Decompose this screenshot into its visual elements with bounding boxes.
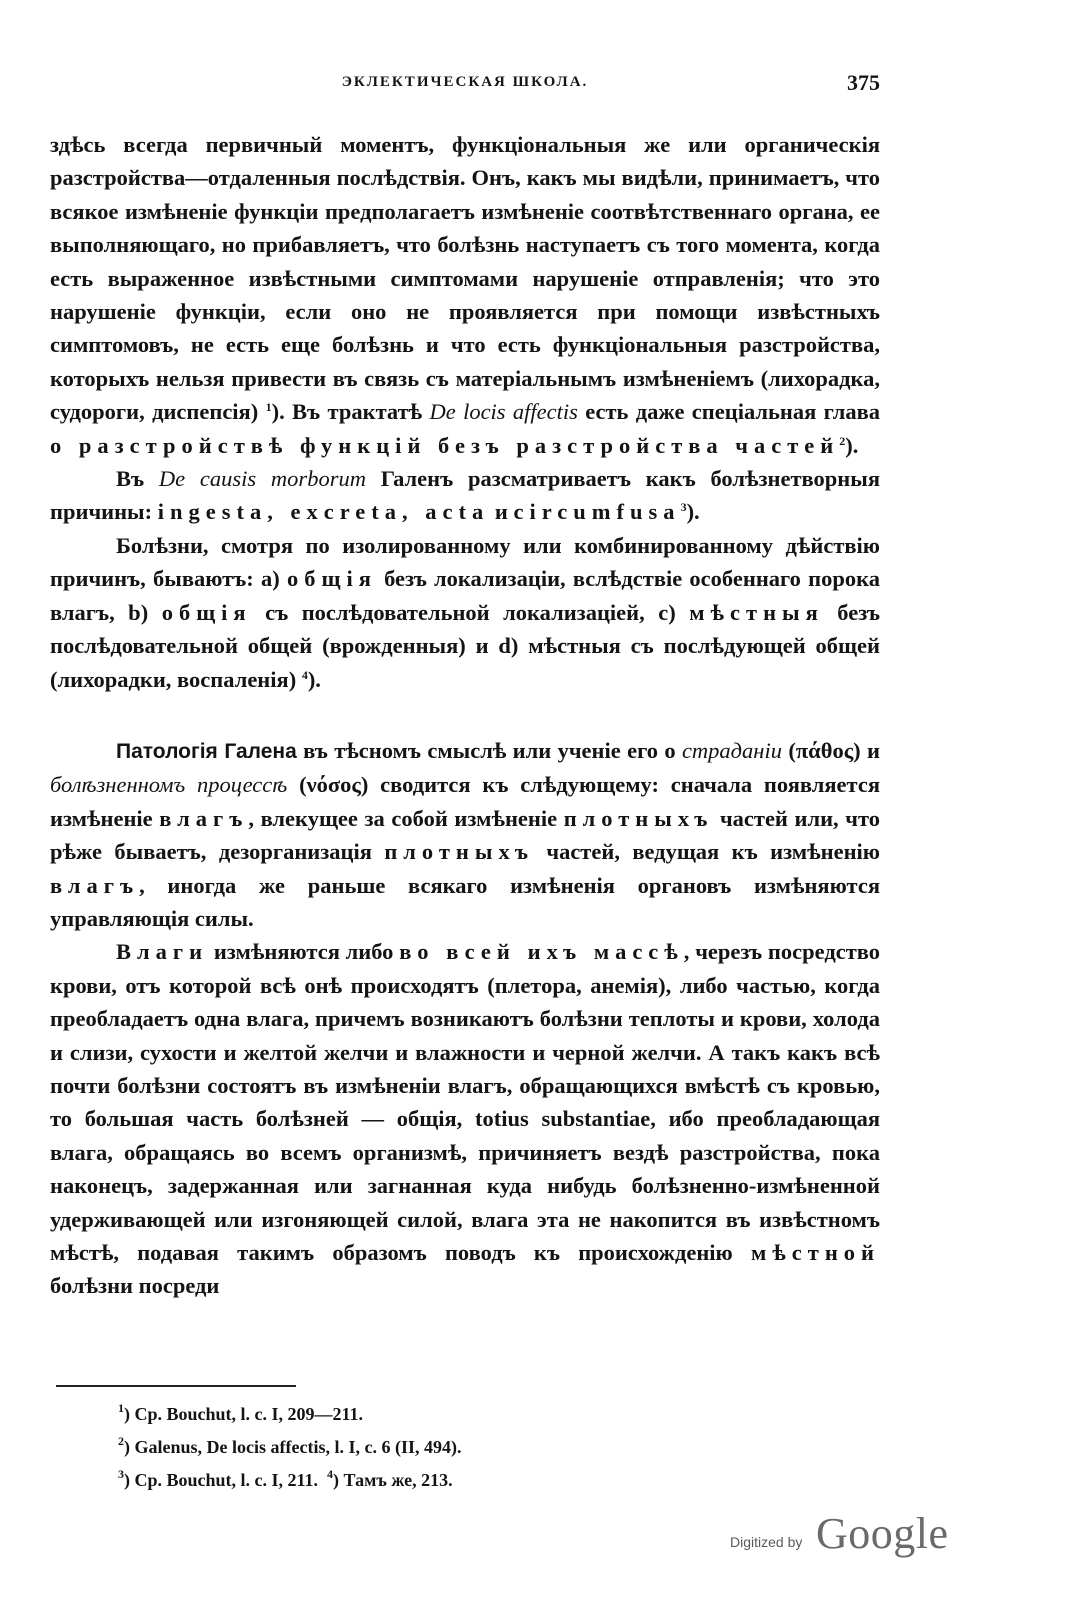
footnote-divider (56, 1385, 296, 1387)
watermark-small-text: Digitized by (730, 1534, 803, 1550)
body-text (50, 128, 880, 1303)
section-heading: Патологія Галена (116, 739, 297, 763)
spaced-phrase: circumfusa (513, 499, 681, 525)
footnote-1: $^1$) Cp. Bouchut, l. c. I, 209—211. (118, 1401, 364, 1424)
footnote-ref-4[interactable]: 4 (301, 667, 308, 682)
italic-term: болѣзненномъ процессѣ (50, 772, 288, 798)
footnote-ref-3[interactable]: 3 (680, 500, 687, 515)
page-header (50, 70, 880, 106)
spaced-phrase: во всей ихъ массѣ (399, 939, 684, 965)
paragraph-5: Влаги измѣняются либо во всей ихъ массѣ, черезъ посредство крови, отъ которой всѣ онѣ происходятъ (плетора, анемія), либо частью, когда преобладаетъ одна влага, причемъ возникаютъ болѣзни теплоты и крови, холода и слизи, сухости и желтой желчи и влажности и черной желчи. А такъ какъ всѣ почти болѣзни состоятъ въ измѣненіи влагъ, обращающихся вмѣстѣ съ кровью, то большая часть болѣзней — общія, totius substantiae, ибо преобладающая влага, обращаясь во всемъ организмѣ, причиняетъ вездѣ разстройства, пока наконецъ, задержанная или загнанная куда нибудь болѣзненно-измѣненной удерживающей или изгоняющей силой, влага эта не накопится въ извѣстномъ мѣстѣ, подавая такимъ образомъ поводъ къ происхожденію мѣстной болѣзни посреди (50, 939, 880, 1299)
spaced-word: влагъ (50, 872, 140, 898)
spaced-word: Влаги (116, 939, 209, 965)
spaced-word: влагъ (159, 805, 249, 831)
paragraph-2: Въ De causis morborum Галенъ разсматриваетъ какъ болѣзнетворныя причины: ingesta, excreta, acta и circumfusa$^3$). (50, 466, 881, 525)
spaced-word: общія (161, 599, 252, 625)
paragraph-3: Болѣзни, смотря по изолированному или комбинированному дѣйствію причинъ, бываютъ: a) общія безъ локализаціи, вслѣдствіе особеннаго порока влагъ, b) общія съ послѣдовательной локализаціей, c) мѣстныя безъ послѣдовательной общей (врожденныя) и d) мѣстныя съ послѣдующей общей (лихорадки, воспаленія) $^4$). (50, 532, 881, 692)
page-number: 375 (847, 70, 880, 95)
spaced-word: плотныхъ (384, 839, 534, 865)
section-gap (50, 696, 880, 734)
spaced-word: мѣстной (750, 1240, 880, 1265)
paragraph-4: Патологія Галена въ тѣсномъ смыслѣ или ученіе его о страданіи (πάθος) и болѣзненномъ процессѣ (νόσος) сводится къ слѣдующему: сначала появляется измѣненіе влагъ, влекущее за собой измѣненіе плотныхъ частей или, что рѣже бываетъ, дезорганизація плотныхъ частей, ведущая къ измѣненію влагъ, иногда же раньше всякаго измѣненія органовъ измѣняются управляющія силы. (50, 737, 880, 931)
work-title: De locis affectis (429, 399, 578, 425)
spaced-phrase: ingesta, excreta, acta (157, 499, 490, 525)
google-logo: Google (816, 1509, 949, 1558)
footnote-ref-1[interactable]: 1 (265, 400, 272, 415)
spaced-word: общія (286, 566, 377, 592)
digitized-by-google-watermark (730, 1509, 970, 1562)
footnote-2: $^2$) Galenus, De locis affectis, l. I, c. 6 (II, 494). (118, 1434, 462, 1457)
spaced-word: мѣстныя (689, 599, 824, 625)
work-title: De causis morborum (158, 466, 366, 492)
paragraph-1: здѣсь всегда первичный моментъ, функціональныя же или органическія разстройства—отдаленныя послѣдствія. Онъ, какъ мы видѣли, принимаетъ, что всякое измѣненіе функціи предполагаетъ измѣненіе соотвѣтственнаго органа, ее выполняющаго, но прибавляетъ, что болѣзнь наступаетъ съ того момента, когда есть выраженное извѣстными симптомами нарушеніе отправленія; что это нарушеніе функціи, если оно не проявляется при помощи извѣстныхъ симптомовъ, не есть еще болѣзнь и что есть функціональныя разстройства, которыхъ нельзя привести въ связь съ матеріальнымъ измѣненіемъ (лихорадка, судороги, диспепсія) $^1$). Въ трактатѣ De locis affectis есть даже спеціальная глава о разстройствѣ функцій безъ разстройства частей$^2$). (50, 132, 880, 458)
footnotes (118, 1398, 878, 1497)
italic-term: страданіи (681, 737, 782, 763)
footnote-3-4: $^3$) Cp. Bouchut, l. c. I, 211. $^4$) Тамъ же, 213. (118, 1467, 453, 1490)
footnote-ref-2[interactable]: 2 (839, 433, 846, 448)
spaced-word: плотныхъ (563, 805, 714, 831)
running-title: ЭКЛЕКТИЧЕСКАЯ ШКОЛА. (341, 74, 589, 90)
spaced-phrase: о разстройствѣ функцій безъ разстройства частей (50, 432, 840, 458)
